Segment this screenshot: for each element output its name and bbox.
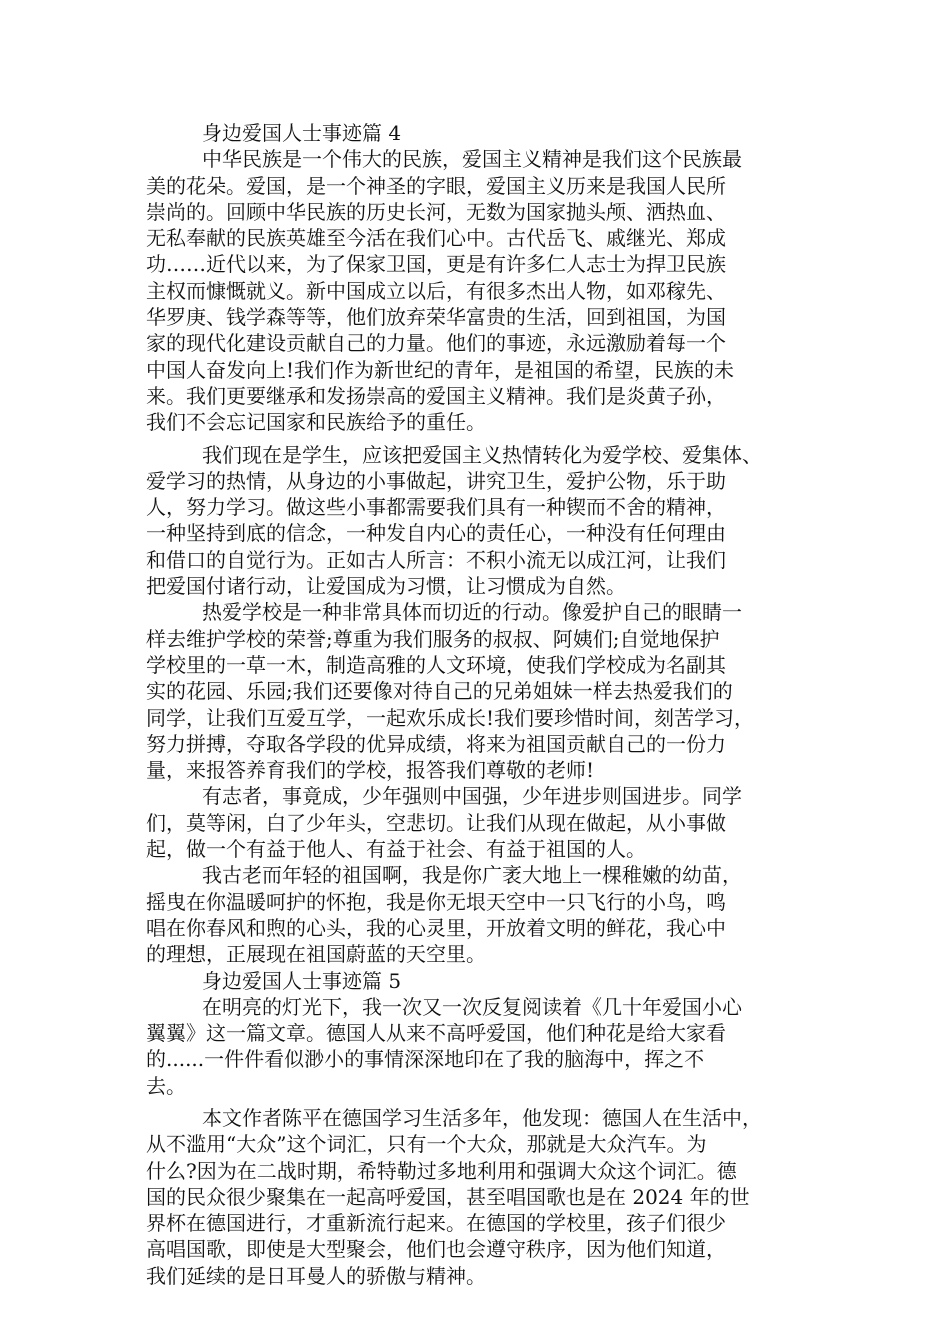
text-line: 同学，让我们互爱互学，一起欢乐成长!我们要珍惜时间，刻苦学习， bbox=[146, 705, 755, 730]
text-line: 什么?因为在二战时期，希特勒过多地利用和强调大众这个词汇。德 bbox=[146, 1158, 737, 1183]
text-line: 一种坚持到底的信念，一种发自内心的责任心，一种没有任何理由 bbox=[146, 521, 726, 546]
paragraph bbox=[146, 994, 816, 1099]
text-line: 来。我们更要继承和发扬崇高的爱国主义精神。我们是炎黄子孙， bbox=[146, 383, 726, 408]
text-line: 家的现代化建设贡献自己的力量。他们的事迹，永远激励着每一个 bbox=[146, 331, 726, 356]
text-line: 去。 bbox=[146, 1073, 186, 1098]
text-line: 界杯在德国进行，才重新流行起来。在德国的学校里，孩子们很少 bbox=[146, 1211, 726, 1236]
text-line: 的理想，正展现在祖国蔚蓝的天空里。 bbox=[146, 942, 486, 967]
text-line: 实的花园、乐园;我们还要像对待自己的兄弟姐妹一样去热爱我们的 bbox=[146, 679, 733, 704]
text-line: 崇尚的。回顾中华民族的历史长河，无数为国家抛头颅、洒热血、 bbox=[146, 199, 726, 224]
section-heading-4: 身边爱国人士事迹篇 4 bbox=[202, 121, 402, 145]
text-line: 们，莫等闲，白了少年头，空悲切。让我们从现在做起，从小事做 bbox=[146, 810, 726, 835]
text-line: 我们延续的是日耳曼人的骄傲与精神。 bbox=[146, 1263, 486, 1288]
text-line: 我们现在是学生，应该把爱国主义热情转化为爱学校、爱集体、 bbox=[202, 442, 762, 467]
text-line: 从不滥用“大众”这个词汇，只有一个大众，那就是大众汽车。为 bbox=[146, 1132, 707, 1157]
text-line: 摇曳在你温暖呵护的怀抱，我是你无垠天空中一只飞行的小鸟，鸣 bbox=[146, 889, 726, 914]
document-page bbox=[146, 120, 816, 1289]
text-line: 国的民众很少聚集在一起高呼爱国，甚至唱国歌也是在 2024 年的世 bbox=[146, 1184, 750, 1209]
text-line: 高唱国歌，即使是大型聚会，他们也会遵守秩序，因为他们知道， bbox=[146, 1237, 726, 1262]
text-line: 无私奉献的民族英雄至今活在我们心中。古代岳飞、戚继光、郑成 bbox=[146, 226, 726, 251]
paragraph bbox=[146, 862, 816, 967]
text-line: 功……近代以来，为了保家卫国，更是有许多仁人志士为捍卫民族 bbox=[146, 252, 726, 277]
text-line: 学校里的一草一木，制造高雅的人文环境，使我们学校成为名副其 bbox=[146, 652, 726, 677]
text-line: 中国人奋发向上!我们作为新世纪的青年，是祖国的希望，民族的未 bbox=[146, 357, 735, 382]
text-line: 有志者，事竟成，少年强则中国强，少年进步则国进步。同学 bbox=[202, 784, 742, 809]
text-line: 中华民族是一个伟大的民族，爱国主义精神是我们这个民族最 bbox=[202, 147, 742, 172]
paragraph bbox=[146, 599, 816, 783]
text-line: 爱学习的热情，从身边的小事做起，讲究卫生，爱护公物，乐于助 bbox=[146, 468, 726, 493]
text-line: 样去维护学校的荣誉;尊重为我们服务的叔叔、阿姨们;自觉地保护 bbox=[146, 626, 720, 651]
section-heading-5: 身边爱国人士事迹篇 5 bbox=[202, 968, 402, 993]
text-line: 把爱国付诸行动，让爱国成为习惯，让习惯成为自然。 bbox=[146, 574, 626, 599]
paragraph bbox=[146, 146, 816, 435]
text-line: 翼翼》这一篇文章。德国人从来不高呼爱国，他们种花是给大家看 bbox=[146, 1021, 726, 1046]
text-line: 量，来报答养育我们的学校，报答我们尊敬的老师! bbox=[146, 758, 595, 783]
text-line: 本文作者陈平在德国学习生活多年，他发现：德国人在生活中， bbox=[202, 1105, 762, 1130]
text-line: 热爱学校是一种非常具体而切近的行动。像爱护自己的眼睛一 bbox=[202, 600, 742, 625]
text-line: 主权而慷慨就义。新中国成立以后，有很多杰出人物，如邓稼先、 bbox=[146, 278, 726, 303]
text-line: 华罗庚、钱学森等等，他们放弃荣华富贵的生活，回到祖国，为国 bbox=[146, 305, 726, 330]
text-line: 美的花朵。爱国，是一个神圣的字眼，爱国主义历来是我国人民所 bbox=[146, 173, 726, 198]
text-line: 唱在你春风和煦的心头，我的心灵里，开放着文明的鲜花，我心中 bbox=[146, 915, 726, 940]
text-line: 人，努力学习。做这些小事都需要我们具有一种锲而不舍的精神， bbox=[146, 495, 726, 520]
paragraph bbox=[146, 783, 816, 862]
text-line: 和借口的自觉行为。正如古人所言：不积小流无以成江河，让我们 bbox=[146, 547, 726, 572]
text-line: 的......一件件看似渺小的事情深深地印在了我的脑海中，挥之不 bbox=[146, 1047, 705, 1072]
text-line: 我们不会忘记国家和民族给予的重任。 bbox=[146, 410, 486, 435]
text-line: 努力拼搏，夺取各学段的优异成绩，将来为祖国贡献自己的一份力 bbox=[146, 731, 726, 756]
text-line: 起，做一个有益于他人、有益于社会、有益于祖国的人。 bbox=[146, 837, 646, 862]
paragraph bbox=[146, 442, 816, 600]
text-line: 我古老而年轻的祖国啊，我是你广袤大地上一棵稚嫩的幼苗， bbox=[202, 863, 742, 888]
paragraph bbox=[146, 1105, 816, 1289]
text-line: 在明亮的灯光下，我一次又一次反复阅读着《几十年爱国小心 bbox=[202, 994, 742, 1019]
